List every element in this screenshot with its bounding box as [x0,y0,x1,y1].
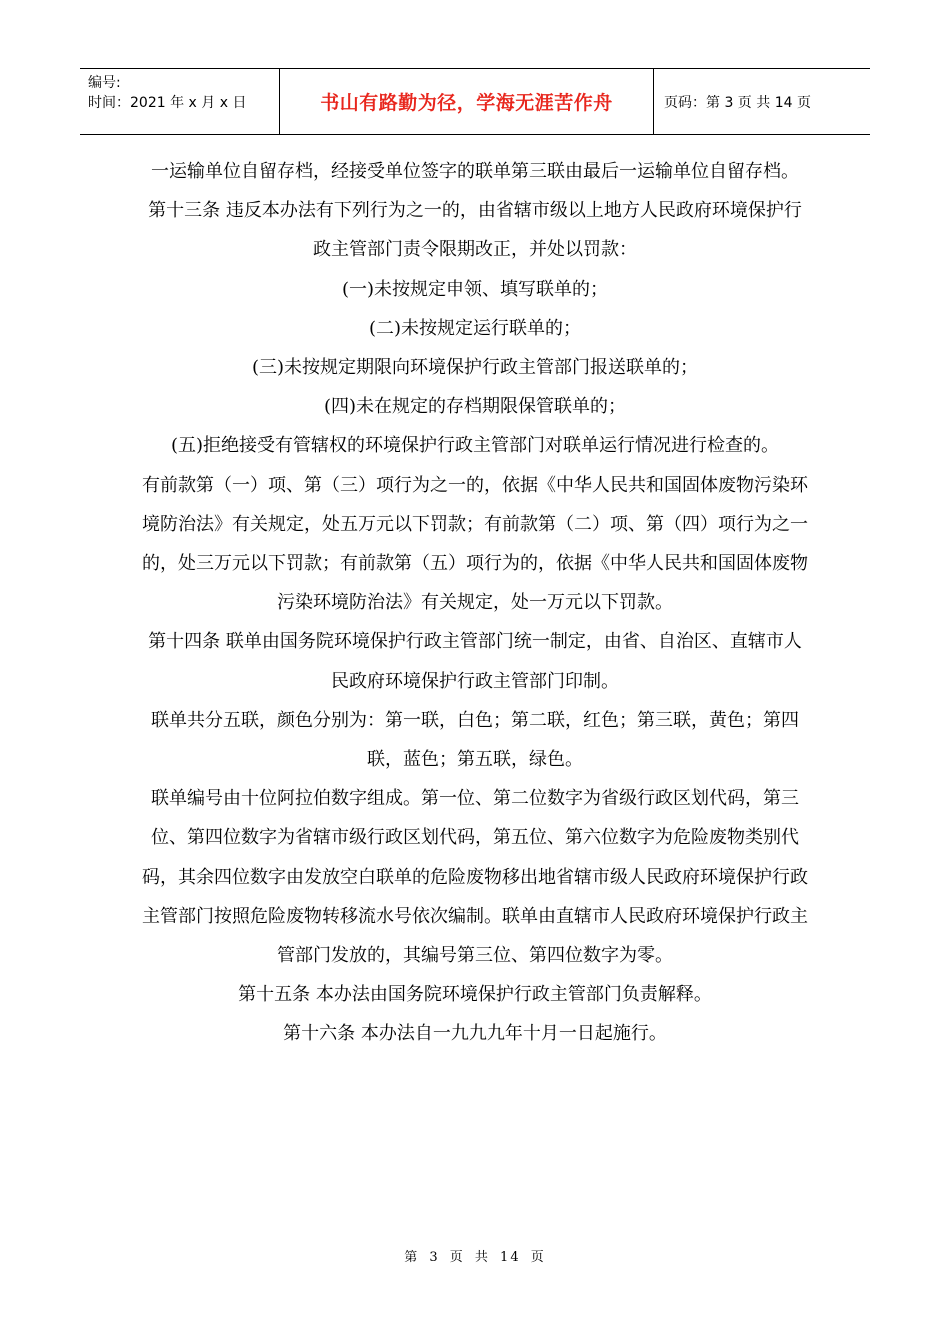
header-meta [80,69,280,134]
paragraph: 第十六条 本办法自一九九九年十月一日起施行。 [283,1023,667,1045]
document-number-label: 编号: [88,75,121,91]
paragraph: 联单编号由十位阿拉伯数字组成。第一位、第二位数字为省级行政区划代码，第三位、第四位数字为省辖市级行政区划代码，第五位、第六位数字为危险废物类别代码，其余四位数字由发放空白联单的危险废物移出地省辖市级人民政府环境保护行政主管部门按照危险废物转移流水号依次编制。联单由直辖市人民政府环境保护行政主管部门发放的，其编号第三位、第四位数字为零。 [142,788,808,967]
paragraph: 一运输单位自留存档，经接受单位签字的联单第三联由最后一运输单位自留存档。 [151,161,799,182]
document-time-label: 时间：2021 年 x 月 x 日 [88,95,247,111]
paragraph: (一)未按规定申领、填写联单的； [341,278,609,300]
paragraph: (三)未按规定期限向环境保护行政主管部门报送联单的； [251,357,699,379]
paragraph: 第十四条 联单由国务院环境保护行政主管部门统一制定，由省、自治区、直辖市人民政府环境保护行政主管部门印制。 [148,631,802,692]
document-body [140,152,810,1054]
paragraph: 联单共分五联，颜色分别为：第一联，白色；第二联，红色；第三联，黄色；第四联，蓝色；第五联，绿色。 [151,709,799,771]
paragraph: (二)未按规定运行联单的； [368,317,582,339]
page-header [80,68,870,135]
page-footer: 第 3 页 共 14 页 [404,1250,546,1265]
paragraph: (四)未在规定的存档期限保管联单的； [323,396,627,418]
header-page-info: 页码：第 3 页 共 14 页 [664,94,811,111]
paragraph: (五)拒绝接受有管辖权的环境保护行政主管部门对联单运行情况进行检查的。 [170,435,780,457]
header-motto: 书山有路勤为径，学海无涯苦作舟 [280,69,654,134]
paragraph: 有前款第（一）项、第（三）项行为之一的，依据《中华人民共和国固体废物污染环境防治法》有关规定，处五万元以下罚款；有前款第（二）项、第（四）项行为之一的，处三万元以下罚款；有前款第（五）项行为的，依据《中华人民共和国固体废物污染环境防治法》有关规定，处一万元以下罚款。 [142,474,808,614]
paragraph: 第十五条 本办法由国务院环境保护行政主管部门负责解释。 [238,984,712,1006]
paragraph: 第十三条 违反本办法有下列行为之一的，由省辖市级以上地方人民政府环境保护行政主管部门责令限期改正，并处以罚款： [148,200,802,261]
